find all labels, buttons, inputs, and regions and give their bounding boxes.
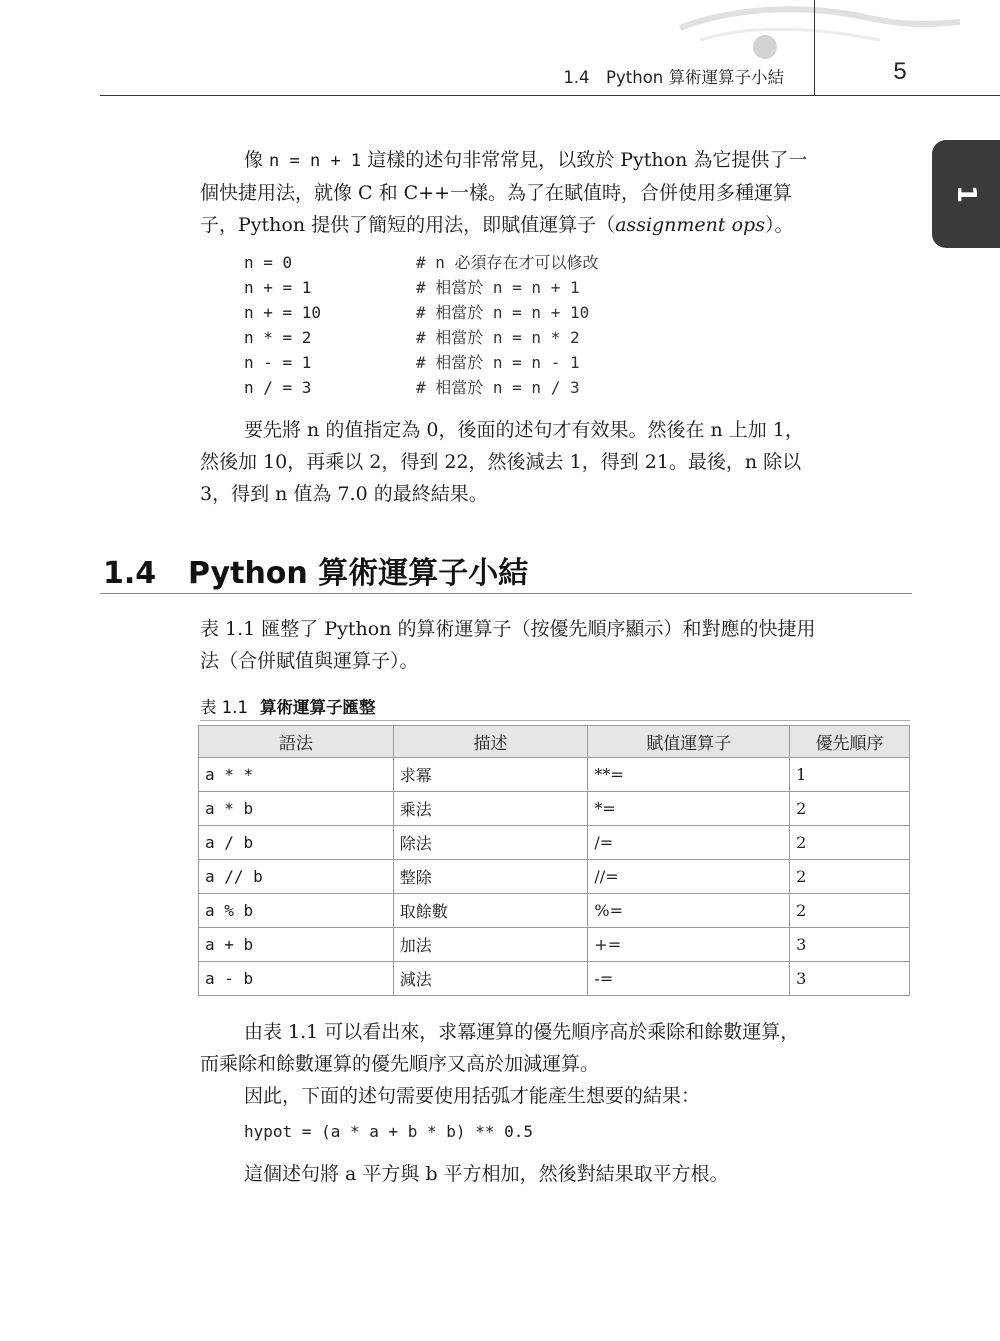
cell-assignment-operator: *= [588,792,790,826]
cell-assignment-operator: **= [588,758,790,792]
cell-syntax: a % b [199,894,394,928]
cell-assignment-operator: %= [588,894,790,928]
caption-rule [200,720,910,721]
intro-line-3 [200,209,910,241]
conclusion-line-3: 因此，下面的述句需要使用括弧才能產生想要的結果： [244,1085,701,1107]
code-statement: n + = 1 [244,278,312,297]
code-row [244,325,599,350]
cell-assignment-operator: /= [588,826,790,860]
conclusion-line-1: 由表 1.1 可以看出來，求冪運算的優先順序高於乘除和餘數運算， [244,1021,800,1043]
cell-precedence: 2 [790,792,910,826]
table-caption [200,694,376,718]
cell-precedence: 2 [790,894,910,928]
cell-assignment-operator: += [588,928,790,962]
cell-syntax: a * b [199,792,394,826]
cell-precedence: 2 [790,860,910,894]
header-precedence: 優先順序 [790,726,910,758]
table-caption-label: 表 1.1 [200,698,248,717]
cell-syntax: a + b [199,928,394,962]
code-statement: n + = 10 [244,303,322,322]
table-row [199,962,910,996]
intro-line-3-text-b: ）。 [764,214,794,236]
table-row [199,894,910,928]
cell-syntax: a // b [199,860,394,894]
header-assignment-operator: 賦值運算子 [588,726,790,758]
chapter-tab [932,140,1000,248]
code-statement: n * = 2 [244,328,312,347]
code-row [244,275,599,300]
table-intro-line-2: 法（合併賦值與運算子）。 [200,650,419,672]
section-title: Python 算術運算子小結 [188,556,529,591]
cell-syntax: a - b [199,962,394,996]
table-caption-title: 算術運算子匯整 [260,698,376,717]
conclusion-line-2: 而乘除和餘數運算的優先順序又高於加減運算。 [200,1053,600,1075]
cell-description: 取餘數 [393,894,588,928]
cell-assignment-operator: -= [588,962,790,996]
intro-line-2: 個快捷用法，就像 C 和 C++一樣。為了在賦值時，合併使用多種運算 [200,182,793,204]
cell-syntax: a / b [199,826,394,860]
table-header-row [199,726,910,758]
intro-line-1 [200,144,910,177]
code-comment: # 相當於 n = n + 1 [416,278,580,297]
cell-precedence: 3 [790,928,910,962]
section-rule [100,593,912,594]
table-row [199,792,910,826]
header-rule [100,95,1000,96]
cell-syntax: a * * [199,758,394,792]
code-statement: n = 0 [244,253,293,272]
cell-precedence: 2 [790,826,910,860]
cell-assignment-operator: //= [588,860,790,894]
assignment-code-block [244,250,599,400]
code-statement: n - = 1 [244,353,312,372]
table-intro-paragraph [200,613,910,677]
table-row [199,860,910,894]
code-comment: # n 必須存在才可以修改 [416,253,599,272]
explanation-paragraph [200,414,910,510]
code-statement: n / = 3 [244,378,312,397]
intro-inline-code: n = n + 1 [269,151,362,171]
page-number: 5 [893,58,907,85]
chapter-tab-number: 1 [951,184,981,204]
cell-description: 除法 [393,826,588,860]
code-row [244,250,599,275]
table-row [199,826,910,860]
header-description: 描述 [393,726,588,758]
code-row [244,350,599,375]
table-row [199,758,910,792]
code-row [244,300,599,325]
code-comment: # 相當於 n = n / 3 [416,378,580,397]
cell-description: 乘法 [393,792,588,826]
operators-table [198,725,910,996]
code-row [244,375,599,400]
code-comment: # 相當於 n = n + 10 [416,303,590,322]
example-code: hypot = (a * a + b * b) ** 0.5 [244,1122,533,1141]
header-syntax: 語法 [199,726,394,758]
cell-precedence: 3 [790,962,910,996]
table-row [199,928,910,962]
section-number: 1.4 [103,556,157,591]
intro-line-1-text-b: 這樣的述句非常常見，以致於 Python 為它提供了一 [361,149,808,171]
conclusion-paragraph [200,1016,910,1112]
header-divider-vertical [814,0,815,96]
intro-line-3-text-a: 子，Python 提供了簡短的用法，即賦值運算子（ [200,214,616,236]
explain-line-3: 3，得到 n 值為 7.0 的最終結果。 [200,483,488,505]
explain-line-1: 要先將 n 的值指定為 0，後面的述句才有效果。然後在 n 上加 1， [244,419,804,441]
section-heading [103,548,528,592]
intro-italic-term: assignment ops [615,214,765,236]
cell-precedence: 1 [790,758,910,792]
code-comment: # 相當於 n = n * 2 [416,328,580,347]
cell-description: 加法 [393,928,588,962]
running-header: 1.4 Python 算術運算子小結 [563,68,784,87]
explain-line-2: 然後加 10，再乘以 2，得到 22，然後減去 1，得到 21。最後，n 除以 [200,451,802,473]
intro-paragraph [200,144,910,241]
cell-description: 整除 [393,860,588,894]
intro-line-1-text-a: 像 [244,149,270,171]
cell-description: 求冪 [393,758,588,792]
table-intro-line-1: 表 1.1 匯整了 Python 的算術運算子（按優先順序顯示）和對應的快捷用 [200,618,816,640]
final-line: 這個述句將 a 平方與 b 平方相加，然後對結果取平方根。 [244,1163,729,1185]
code-comment: # 相當於 n = n - 1 [416,353,580,372]
cell-description: 減法 [393,962,588,996]
final-paragraph [200,1158,910,1190]
